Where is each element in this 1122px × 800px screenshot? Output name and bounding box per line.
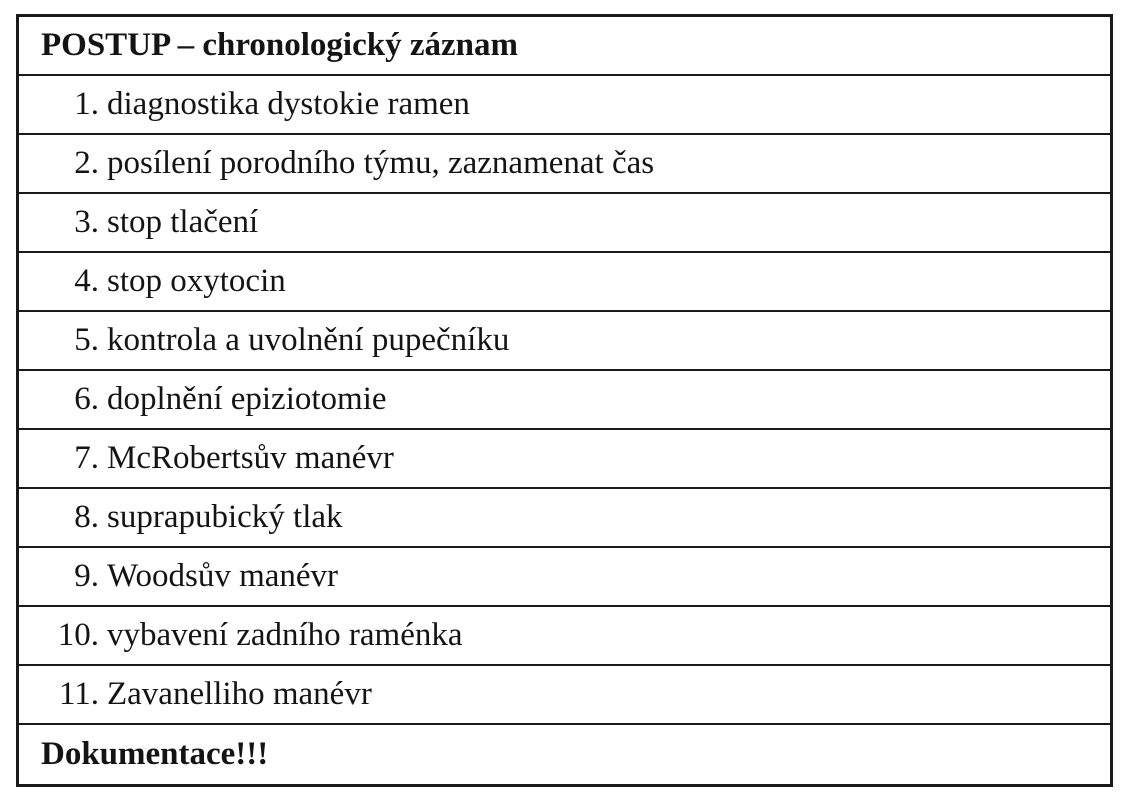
- step-text: Woodsův manévr: [107, 558, 339, 594]
- step-number: 5.: [74, 322, 99, 358]
- step-number: 9.: [74, 558, 99, 594]
- table-header: [19, 17, 1110, 76]
- step-number: 11.: [58, 676, 99, 712]
- step-number: 6.: [74, 381, 99, 417]
- step-text: Zavanelliho manévr: [107, 676, 372, 712]
- step-number: 1.: [74, 86, 99, 122]
- table-row: [19, 430, 1110, 489]
- step-number: 4.: [74, 263, 99, 299]
- step-number: 2.: [74, 145, 99, 181]
- step-text: posílení porodního týmu, zaznamenat čas: [107, 145, 655, 181]
- table-row: [19, 666, 1110, 725]
- table-footer-text: Dokumentace!!!: [41, 736, 269, 772]
- step-number: 10.: [57, 617, 99, 653]
- table-row: [19, 489, 1110, 548]
- step-text: doplnění epiziotomie: [107, 381, 387, 417]
- step-number: 7.: [74, 440, 99, 476]
- table-row: [19, 194, 1110, 253]
- table-header-text: POSTUP – chronologický záznam: [41, 27, 518, 63]
- table-row: [19, 135, 1110, 194]
- step-text: kontrola a uvolnění pupečníku: [107, 322, 510, 358]
- step-text: stop tlačení: [107, 204, 259, 240]
- table-row: [19, 253, 1110, 312]
- step-text: suprapubický tlak: [107, 499, 343, 535]
- procedure-table: [16, 14, 1113, 787]
- table-row: [19, 371, 1110, 430]
- table-row: [19, 312, 1110, 371]
- table-row: [19, 607, 1110, 666]
- step-number: 8.: [74, 499, 99, 535]
- table-row: [19, 548, 1110, 607]
- step-text: diagnostika dystokie ramen: [107, 86, 470, 122]
- step-text: McRobertsův manévr: [107, 440, 394, 476]
- step-number: 3.: [74, 204, 99, 240]
- step-text: vybavení zadního raménka: [107, 617, 463, 653]
- table-row: [19, 76, 1110, 135]
- step-text: stop oxytocin: [107, 263, 286, 299]
- table-footer: [19, 725, 1110, 784]
